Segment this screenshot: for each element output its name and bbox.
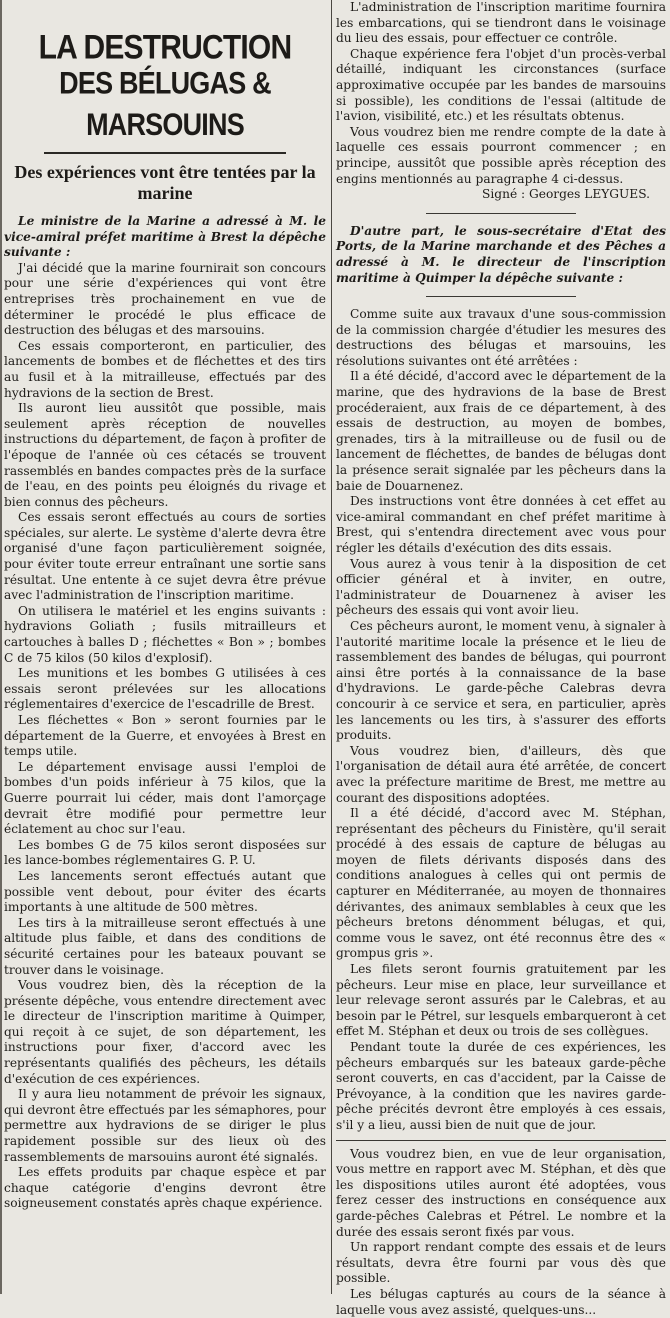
body-paragraph: Pendant toute la durée de ces expériences, les pêcheurs embarqués sur les bateaux garde-pêche seront couverts, en cas d'accident, par la Caisse de Prévoyance, à la condition que les navires garde-pêche précités devront être employés à ces essais, s'il y a lieu, aussi bien de nuit que de jour. <box>336 1040 666 1132</box>
body-paragraph: Il a été décidé, d'accord avec le département de la marine, que des hydravions de la base de Brest procéderaient, aux frais de ce département, à des essais de destruction, au moyen de bombes, grenades, tirs à la mitrailleuse ou de fusil ou de lancement de fléchettes, de bandes de bélugas dont la présence serait signalée par les pêcheurs dans la baie de Douarnenez. <box>336 369 666 493</box>
body-paragraph: Ces essais seront effectués au cours de sorties spéciales, sur alerte. Le système d'alerte devra être organisé d'une façon particulièrement soignée, pour éviter toute erreur entraînant une sortie sans résultat. Une entente à ce sujet devra être prévue avec l'administration de l'inscription maritime. <box>4 510 326 603</box>
paragraph-rule <box>336 1140 666 1141</box>
body-paragraph: Les fléchettes « Bon » seront fournies par le département de la Guerre, et envoyées à Brest en temps utile. <box>4 713 326 759</box>
signature: Signé : Georges LEYGUES. <box>482 187 650 202</box>
section-separator <box>426 213 576 214</box>
body-paragraph: Vous voudrez bien, dès la réception de la présente dépêche, vous entendre directement avec le directeur de l'inscription maritime à Quimper, qui reçoit à ce sujet, de son département, les instructions pour fixer, d'accord avec les représentants qualifiés des pêcheurs, les détails d'exécution de ces expériences. <box>4 978 326 1086</box>
body-paragraph: Vous voudrez bien, en vue de leur organisation, vous mettre en rapport avec M. Stéphan, et dès que les dispositions utiles auront été adoptées, vous ferez cesser des instructions en conséquence aux garde-pêches Calebras et Pétrel. Le nombre et la durée des essais seront fixés par vous. <box>336 1146 666 1239</box>
body-paragraph: On utilisera le matériel et les engins suivants : hydravions Goliath ; fusils mitrailleurs et cartouches à balles D ; fléchettes « Bon » ; bombes C de 75 kilos (50 kilos d'explosif). <box>4 603 326 665</box>
right-column <box>336 0 666 1317</box>
right-body <box>336 307 666 1318</box>
body-paragraph: Les tirs à la mitrailleuse seront effectués à une altitude plus faible, et dans des conditions de sécurité certaines pour les bateaux pouvant se trouver dans le voisinage. <box>4 915 326 977</box>
headline-line-2: DES BÉLUGAS & MARSOUINS <box>59 66 271 142</box>
body-paragraph: Vous voudrez bien me rendre compte de la date à laquelle ces essais pourront commencer ; en principe, aussitôt que possible après réception des engins mentionnés au paragraphe 4 ci-dessus. <box>336 124 666 186</box>
body-paragraph: Ces pêcheurs auront, le moment venu, à signaler à l'autorité maritime locale la présence et le lieu de rassemblement des bandes de bélugas, qui pourront ainsi être portés à la connaissance de la base d'hydravions. Le garde-pêche Calebras devra concourir à ce service et sera, en particulier, après les lancements ou les tirs, à s'assurer des efforts produits. <box>336 618 666 743</box>
left-column <box>4 0 326 1294</box>
body-paragraph: Chaque expérience fera l'objet d'un procès-verbal détaillé, indiquant les circonstances (surface approximative occupée par les bandes de marsouins si possible), les conditions de l'essai (altitude de l'avion, visibilité, etc.) et les résultats obtenus. <box>336 46 666 124</box>
body-paragraph: Il y aura lieu notamment de prévoir les signaux, qui devront être effectués par les sémaphores, pour permettre aux hydravions de se diriger le plus rapidement possible sur des lieux où des rassemblements de marsouins auront été signalés. <box>4 1087 326 1164</box>
body-paragraph: Ils auront lieu aussitôt que possible, mais seulement après réception de nouvelles instructions du département, de façon à profiter de l'époque de l'année où ces cétacés se trouvent rassemblés en bandes compactes près de la surface de l'eau, en des points peu éloignés du rivage et bien connus des pêcheurs. <box>4 401 326 509</box>
headline-line-1: LA DESTRUCTION <box>38 28 292 67</box>
body-paragraph: L'administration de l'inscription maritime fournira les embarcations, qui se tiendront dans le voisinage du lieu des essais, pour effectuer ce contrôle. <box>336 0 666 46</box>
section-separator <box>426 296 576 297</box>
page-edge <box>0 0 2 1294</box>
left-body <box>4 261 326 1212</box>
body-paragraph: Vous aurez à vous tenir à la disposition de cet officier général et à inviter, en outre, l'administrateur de Douarnenez à aviser les pêcheurs des essais qui vont avoir lieu. <box>336 556 666 618</box>
body-paragraph: Les bélugas capturés au cours de la séance à laquelle vous avez assisté, quelques-uns... <box>336 1286 666 1317</box>
body-paragraph: Ces essais comporteront, en particulier, des lancements de bombes et de fléchettes et des tirs au fusil et à la mitrailleuse, effectués par des hydravions de la section de Brest. <box>4 338 326 400</box>
body-paragraph: Les bombes G de 75 kilos seront disposées sur les lance-bombes réglementaires G. P. U. <box>4 837 326 868</box>
body-paragraph: Des instructions vont être données à cet effet au vice-amiral commandant en chef préfet maritime à Brest, qui s'entendra directement avec vous pour régler les détails d'exécution des dits essais. <box>336 494 666 555</box>
body-paragraph: Les lancements seront effectués autant que possible vent debout, pour éviter des écarts importants à une altitude de 500 mètres. <box>4 868 326 915</box>
body-paragraph: Il a été décidé, d'accord avec M. Stéphan, représentant des pêcheurs du Finistère, qu'il serait procédé à des essais de capture de bélugas au moyen de filets dérivants disposés dans des conditions analogues à celles qui ont permis de capturer en Méditerranée, au moyen de thonnaires dérivantes, des animaux semblables à ceux que les pêcheurs bretons dénomment bélugas, et qui, comme vous le savez, ont été reconnus être des « grompus gris ». <box>336 806 666 961</box>
column-divider <box>331 0 332 1294</box>
body-paragraph: Le département envisage aussi l'emploi de bombes d'un poids inférieur à 75 kilos, que la Guerre pourrait lui céder, mais dont l'amorçage devrait être modifié pour permettre leur éclatement au choc sur l'eau. <box>4 759 326 837</box>
body-paragraph: Vous voudrez bien, d'ailleurs, dès que l'organisation de détail aura été arrêtée, de concert avec la préfecture maritime de Brest, me mettre au courant des dispositions adoptées. <box>336 743 666 805</box>
headline-rule <box>44 152 286 154</box>
body-paragraph: Un rapport rendant compte des essais et de leurs résultats, devra être fourni par vous dès que possible. <box>336 1240 666 1286</box>
subheadline: Des expériences vont être tentées par la marine <box>14 162 316 203</box>
body-paragraph: Les effets produits par chaque espèce et par chaque catégorie d'engins devront être soigneusement constatés après chaque expérience. <box>4 1165 326 1211</box>
body-paragraph: Les munitions et les bombes G utilisées à ces essais seront prélevées sur les allocations réglementaires d'exercice de l'escadrille de Brest. <box>4 666 326 712</box>
intro-paragraph: Le ministre de la Marine a adressé à M. le vice-amiral préfet maritime à Brest la dépêche suivante : <box>4 214 326 260</box>
body-paragraph: Comme suite aux travaux d'une sous-commission de la commission chargée d'étudier les mesures des destructions des bélugas et marsouins, les résolutions suivantes ont été arrêtées : <box>336 307 666 368</box>
body-paragraph: J'ai décidé que la marine fournirait son concours pour une série d'expériences qui vont être entreprises très prochainement en vue de déterminer le procédé le plus efficace de destruction des bélugas et des marsouins. <box>4 260 326 338</box>
body-paragraph: Les filets seront fournis gratuitement par les pêcheurs. Leur mise en place, leur surveillance et leur relevage seront assurés par le Calebras, et au besoin par le Pétrel, sur lesquels embarqueront à cet effet M. Stéphan et deux ou trois de ses collègues. <box>336 962 666 1039</box>
second-intro-paragraph: D'autre part, le sous-secrétaire d'Etat des Ports, de la Marine marchande et des Pêches a adressé à M. le directeur de l'inscription maritime à Quimper la dépêche suivante : <box>336 223 666 285</box>
